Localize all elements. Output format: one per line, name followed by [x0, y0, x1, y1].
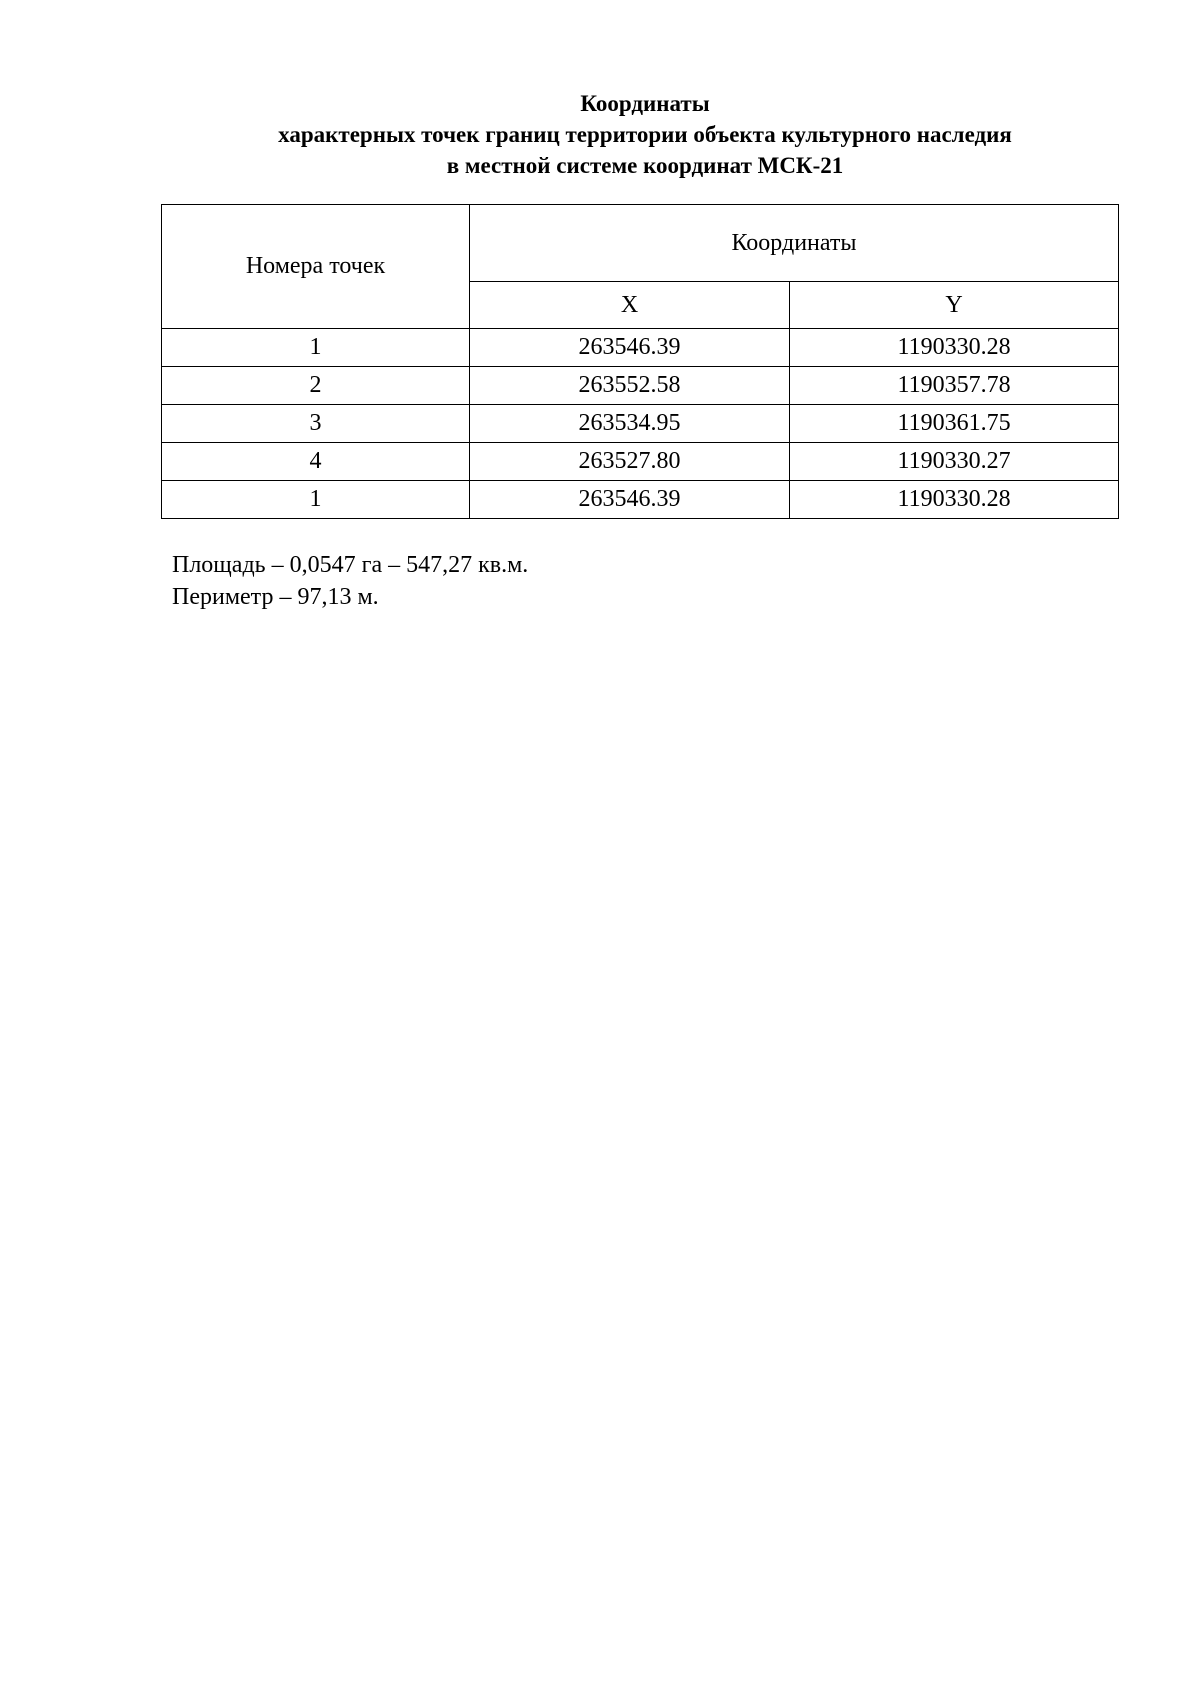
- coord-y: 1190357.78: [790, 367, 1119, 405]
- coord-y: 1190361.75: [790, 405, 1119, 443]
- table-row: [162, 443, 1119, 481]
- point-number: 3: [162, 405, 470, 443]
- header-coordinates: Координаты: [470, 205, 1119, 282]
- point-number: 2: [162, 367, 470, 405]
- header-x: X: [470, 282, 790, 329]
- table-row: [162, 329, 1119, 367]
- table-row: [162, 481, 1119, 519]
- point-number: 1: [162, 329, 470, 367]
- title-line-3: в местной системе координат МСК-21: [446, 153, 844, 178]
- header-y: Y: [790, 282, 1119, 329]
- title-line-1: Координаты: [580, 91, 710, 116]
- title-line-2: характерных точек границ территории объекта культурного наследия: [278, 122, 1012, 147]
- summary-block: [172, 549, 528, 613]
- coord-y: 1190330.28: [790, 329, 1119, 367]
- table-row: [162, 405, 1119, 443]
- coord-x: 263552.58: [470, 367, 790, 405]
- coordinates-table: [161, 204, 1119, 519]
- coord-x: 263534.95: [470, 405, 790, 443]
- coord-y: 1190330.27: [790, 443, 1119, 481]
- table-header-row: [162, 205, 1119, 282]
- document-title: [0, 88, 1200, 181]
- coord-x: 263546.39: [470, 481, 790, 519]
- point-number: 4: [162, 443, 470, 481]
- area-text: Площадь – 0,0547 га – 547,27 кв.м.: [172, 552, 529, 578]
- coord-y: 1190330.28: [790, 481, 1119, 519]
- perimeter-text: Периметр – 97,13 м.: [172, 584, 379, 610]
- coord-x: 263546.39: [470, 329, 790, 367]
- header-point-numbers: Номера точек: [162, 205, 470, 329]
- table-row: [162, 367, 1119, 405]
- point-number: 1: [162, 481, 470, 519]
- coord-x: 263527.80: [470, 443, 790, 481]
